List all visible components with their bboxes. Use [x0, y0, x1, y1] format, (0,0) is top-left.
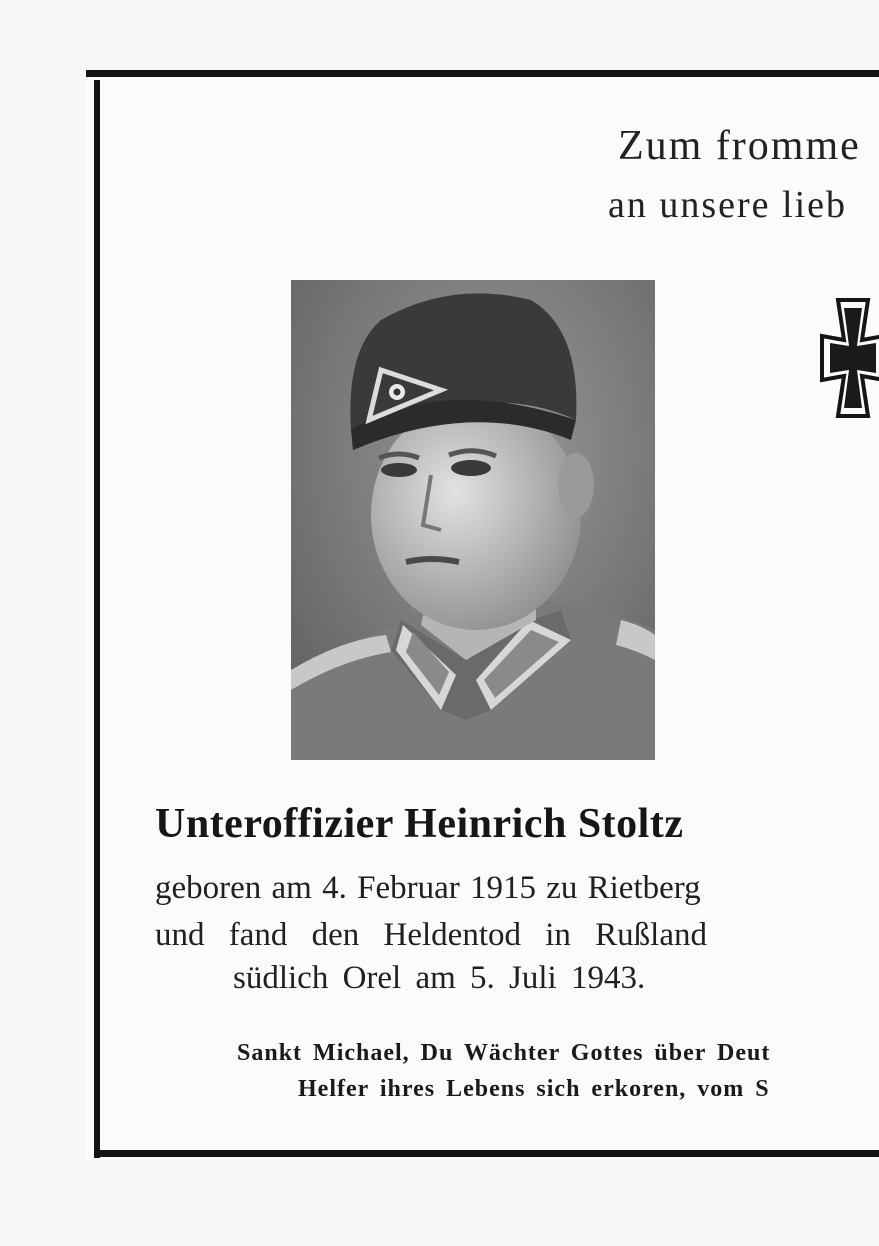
soldier-name: Unteroffizier Heinrich Stoltz	[155, 801, 684, 847]
prayer-line-1: Sankt Michael, Du Wächter Gottes über Deut	[237, 1040, 771, 1066]
bio-line-death: und fand den Heldentod in Rußland	[155, 917, 707, 953]
border-bottom	[94, 1150, 879, 1157]
border-top	[86, 70, 879, 77]
bio-line-date: südlich Orel am 5. Juli 1943.	[233, 960, 646, 996]
border-left	[94, 80, 100, 1158]
iron-cross-icon	[818, 296, 879, 420]
memorial-heading-line-1: Zum fromme	[618, 123, 861, 169]
soldier-portrait-photo	[291, 280, 655, 760]
portrait-illustration	[291, 280, 655, 760]
prayer-line-2: Helfer ihres Lebens sich erkoren, vom S	[298, 1076, 770, 1102]
memorial-heading-line-2: an unsere lieb	[608, 184, 848, 226]
bio-line-birth: geboren am 4. Februar 1915 zu Rietberg	[155, 870, 701, 906]
